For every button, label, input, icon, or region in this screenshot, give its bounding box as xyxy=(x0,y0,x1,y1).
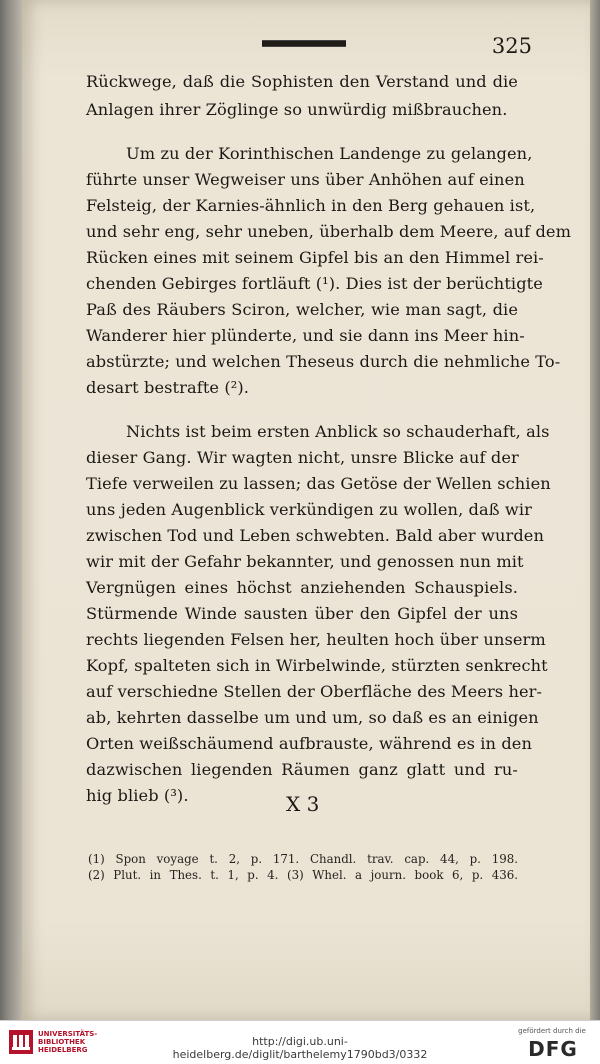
text-line: ab, kehrten dasselbe um und um, so daß es an einigen xyxy=(86,708,539,727)
text-line: uns jeden Augenblick verkündigen zu wollen, daß wir xyxy=(86,500,533,519)
text-line: chenden Gebirges fortläuft (¹). Dies ist der berüchtigte xyxy=(86,274,543,293)
text-line: Stürmende Winde sausten über den Gipfel der uns xyxy=(86,604,518,623)
text-line: Nichts ist beim ersten Anblick so schauderhaft, als xyxy=(126,422,550,441)
signature-mark: X 3 xyxy=(286,792,320,816)
library-name-line: BIBLIOTHEK xyxy=(38,1038,86,1046)
text-line: Rückwege, daß die Sophisten den Verstand und die xyxy=(86,72,518,91)
footnote: (1) Spon voyage t. 2, p. 171. Chandl. trav. cap. 44, p. 198. xyxy=(88,852,518,866)
text-line: abstürzte; und welchen Theseus durch die nehmliche To- xyxy=(86,352,561,371)
text-line: wir mit der Gefahr bekannter, und genossen nun mit xyxy=(86,552,524,571)
text-line: rechts liegenden Felsen her, heulten hoch über unserm xyxy=(86,630,546,649)
header-rule xyxy=(262,40,346,47)
text-line: Anlagen ihrer Zöglinge so unwürdig mißbrauchen. xyxy=(86,100,508,119)
text-line: dazwischen liegenden Räumen ganz glatt und ru- xyxy=(86,760,518,779)
text-line: Rücken eines mit seinem Gipfel bis an den Himmel rei- xyxy=(86,248,544,267)
text-line: Orten weißschäumend aufbrauste, während es in den xyxy=(86,734,532,753)
library-name-line: HEIDELBERG xyxy=(38,1046,88,1054)
footnote: (2) Plut. in Thes. t. 1, p. 4. (3) Whel. a journ. book 6, p. 436. xyxy=(88,868,518,882)
text-line: Tiefe verweilen zu lassen; das Getöse der Wellen schien xyxy=(86,474,551,493)
text-line: führte unser Wegweiser uns über Anhöhen auf einen xyxy=(86,170,525,189)
text-line: Vergnügen eines höchst anziehenden Schauspiels. xyxy=(86,578,518,597)
text-line: und sehr eng, sehr uneben, überhalb dem Meere, auf dem xyxy=(86,222,572,241)
text-line: Paß des Räubers Sciron, welcher, wie man sagt, die xyxy=(86,300,518,319)
library-name-line: UNIVERSITÄTS- xyxy=(38,1030,98,1038)
text-line: zwischen Tod und Leben schwebten. Bald aber wurden xyxy=(86,526,544,545)
text-line: Wanderer hier plünderte, und sie dann ins Meer hin- xyxy=(86,326,525,345)
funding-caption: gefördert durch die xyxy=(518,1027,586,1035)
text-line: Felsteig, der Karnies-ähnlich in den Berg gehauen ist, xyxy=(86,196,536,215)
library-logo-icon[interactable] xyxy=(8,1029,34,1055)
text-line: Um zu der Korinthischen Landenge zu gelangen, xyxy=(126,144,533,163)
page-number: 325 xyxy=(491,34,532,58)
dfg-logo[interactable]: DFG xyxy=(528,1037,578,1061)
text-line: desart bestrafte (²). xyxy=(86,378,250,397)
permalink[interactable]: http://digi.ub.uni-heidelberg.de/diglit/barthelemy1790bd3/0332 xyxy=(172,1035,428,1061)
text-line: hig blieb (³). xyxy=(86,786,189,805)
text-line: Kopf, spalteten sich in Wirbelwinde, stürzten senkrecht xyxy=(86,656,548,675)
text-line: dieser Gang. Wir wagten nicht, unsre Blicke auf der xyxy=(86,448,519,467)
viewer-footer xyxy=(0,1020,600,1064)
text-line: auf verschiedne Stellen der Oberfläche des Meers her- xyxy=(86,682,543,701)
